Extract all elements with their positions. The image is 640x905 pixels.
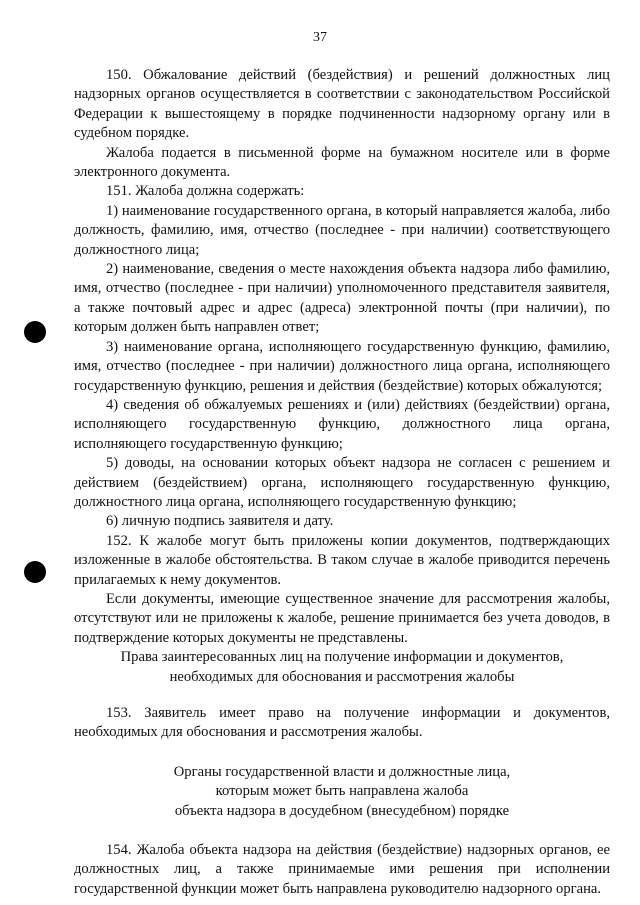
list-item-6: 6) личную подпись заявителя и дату.	[106, 513, 334, 530]
list-item-3: 3) наименование органа, исполняющего государственную функцию, фамилию, имя, отчество (последнее - при наличии) должностного лица органа, исполняющего государственную функцию, решения и действия (бездействие) которых обжалуются;	[74, 338, 610, 394]
paragraph-154: 154. Жалоба объекта надзора на действия (бездействие) надзорных органов, ее должностных лиц, а также принимаемые ими решения при исполнении государственной функции может быть направлена руководителю надзорного органа.	[74, 842, 610, 897]
punch-hole-top	[24, 321, 46, 343]
paragraph-missing-documents: Если документы, имеющие существенное значение для рассмотрения жалобы, отсутствуют или не приложены к жалобе, решение принимается без учета доводов, в подтверждение которых документы не представлены.	[74, 590, 610, 646]
paragraph-complaint-form: Жалоба подается в письменной форме на бумажном носителе или в форме электронного документа.	[74, 144, 610, 181]
list-item-2: 2) наименование, сведения о месте нахождения объекта надзора либо фамилию, имя, отчество (последнее - при наличии) уполномоченного представителя заявителя, а также почтовый адрес и адрес (адреса) электронной почты (при наличии), по которым должен быть направлен ответ;	[74, 261, 610, 336]
paragraph-153: 153. Заявитель имеет право на получение информации и документов, необходимых для обоснования и рассмотрения жалобы.	[74, 705, 610, 741]
section-heading-rights-line-2: необходимых для обоснования и рассмотрения жалобы	[169, 668, 515, 685]
paragraph-151: 151. Жалоба должна содержать:	[106, 183, 305, 200]
list-item-5: 5) доводы, на основании которых объект надзора не согласен с решением и действием (бездействием) органа, исполняющего государственную функцию, должностного лица органа, исполняющего государственную функцию;	[74, 455, 610, 510]
document-body	[74, 66, 610, 899]
paragraph-150: 150. Обжалование действий (бездействия) и решений должностных лиц надзорных органов осуществляется в соответствии с законодательством Российской Федерации к вышестоящему в порядке подчиненности надзорному органу или в судебном порядке.	[74, 67, 610, 142]
paragraph-152: 152. К жалобе могут быть приложены копии документов, подтверждающих изложенные в жалобе обстоятельства. В таком случае в жалобе приводится перечень прилагаемых к нему документов.	[74, 532, 610, 588]
section-heading-authorities-line-3: объекта надзора в досудебном (внесудебном) порядке	[174, 802, 510, 819]
section-heading-rights-line-1: Права заинтересованных лиц на получение информации и документов,	[120, 649, 564, 666]
section-heading-authorities-line-1: Органы государственной власти и должностные лица,	[173, 763, 511, 780]
list-item-1: 1) наименование государственного органа, в который направляется жалоба, либо должность, фамилию, имя, отчество (последнее - при наличии) соответствующего должностного лица;	[74, 202, 610, 258]
list-item-4: 4) сведения об обжалуемых решениях и (или) действиях (бездействии) органа, исполняющего государственную функцию, должностного лица органа, исполняющего государственную функцию;	[74, 396, 610, 452]
page-number: 37	[313, 30, 327, 45]
punch-hole-bottom	[24, 561, 46, 583]
section-heading-authorities-line-2: которым может быть направлена жалоба	[215, 783, 469, 800]
